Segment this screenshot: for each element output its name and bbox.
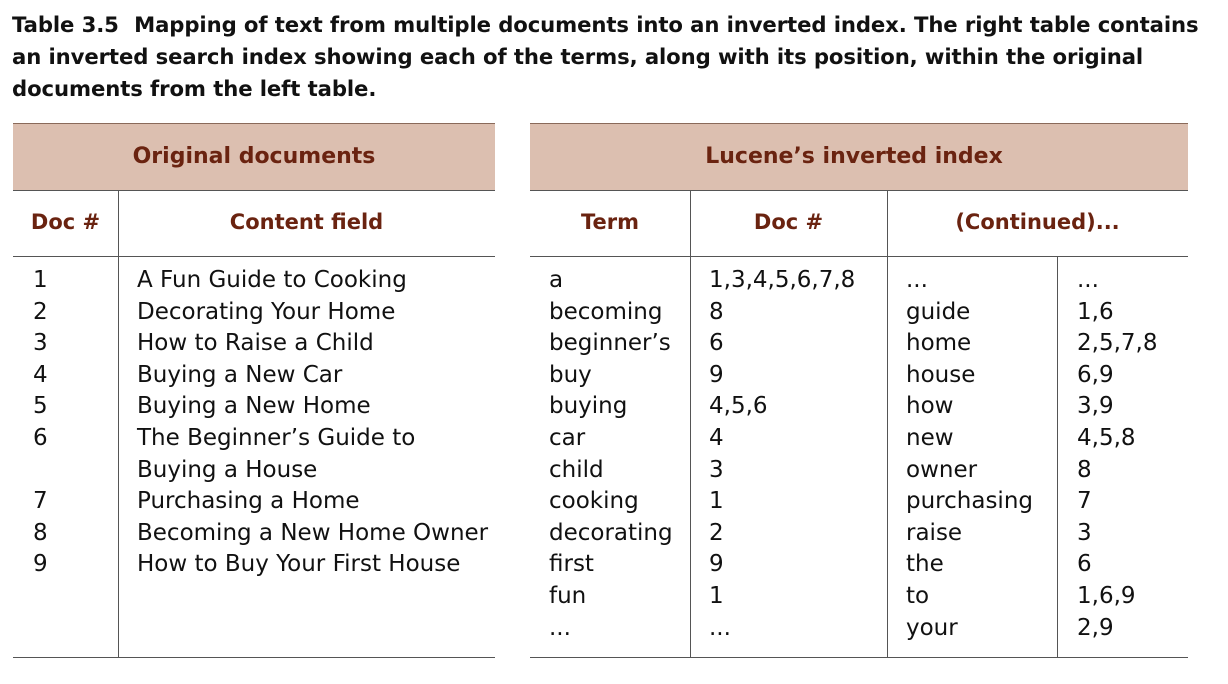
- term-cell: how: [906, 393, 954, 420]
- doc-number-cell: 6,9: [1077, 361, 1114, 388]
- doc-number-cell: 3: [1077, 519, 1092, 546]
- content-cell: A Fun Guide to Cooking: [137, 267, 407, 293]
- term-cell: first: [549, 551, 594, 578]
- original-documents-title-band: [13, 124, 495, 191]
- original-documents-table: [13, 123, 495, 658]
- header-divider: [13, 256, 495, 257]
- term-cell: to: [906, 582, 930, 609]
- doc-number-cell: 8: [33, 519, 48, 546]
- doc-number-cell: 9: [709, 361, 724, 388]
- doc-number-cell: 9: [33, 551, 48, 578]
- doc-number-cell: [33, 455, 48, 487]
- doc-number-cell: 8: [1077, 456, 1092, 483]
- term-cell: ...: [906, 267, 928, 293]
- doc-number-header: Doc #: [30, 210, 101, 234]
- column-divider: [118, 191, 119, 657]
- term-cell: beginner’s: [549, 330, 671, 357]
- column-divider: [887, 191, 888, 657]
- content-cell: Buying a House: [137, 456, 318, 483]
- doc-number-cell: 5: [33, 393, 48, 420]
- content-cell: Decorating Your Home: [137, 298, 396, 325]
- doc-number-cell: 2: [33, 298, 48, 325]
- term-cell: owner: [906, 456, 978, 483]
- term-cell: becoming: [549, 298, 663, 325]
- doc-number-cell: 3: [709, 456, 724, 483]
- column-divider: [690, 191, 691, 657]
- content-field-header: Content field: [229, 210, 384, 234]
- inverted-index-title-band: [530, 124, 1188, 191]
- doc-number-cell: 2,5,7,8: [1077, 330, 1158, 357]
- doc-number-cell: 4: [33, 361, 48, 388]
- term-cell: child: [549, 456, 604, 483]
- caption-text: Mapping of text from multiple documents into an inverted index. The right table contains an inverted search index showing each of the terms, along with its position, within the original documents from the left table.: [12, 12, 1199, 101]
- content-cell: The Beginner’s Guide to: [137, 424, 416, 451]
- doc-number-cell: 3,9: [1077, 393, 1114, 420]
- content-cell: How to Buy Your First House: [137, 551, 461, 578]
- doc-number-cell: 6: [1077, 551, 1092, 578]
- doc-number-cell: 4: [709, 424, 724, 451]
- term-cell: car: [549, 424, 586, 451]
- term-cell: guide: [906, 298, 971, 325]
- term-cell: ...: [549, 614, 571, 641]
- term-cell: new: [906, 424, 954, 451]
- doc-number-cell: ...: [1077, 267, 1099, 293]
- term-header: Term: [580, 210, 640, 234]
- doc-number-cell: 7: [33, 488, 48, 515]
- doc-number-cell: 6: [709, 330, 724, 357]
- doc-number-cell: 1,6,9: [1077, 582, 1136, 609]
- header-divider: [530, 256, 1188, 257]
- doc-number-cell: 1: [709, 488, 724, 515]
- term-cell: raise: [906, 519, 963, 546]
- doc-number-cell: 4,5,8: [1077, 424, 1136, 451]
- doc-number-cell: ...: [709, 614, 731, 641]
- doc-number-column: [33, 265, 48, 581]
- term-cell: cooking: [549, 488, 639, 515]
- content-cell: Buying a New Car: [137, 361, 343, 388]
- term-cell: home: [906, 330, 972, 357]
- content-field-column: [137, 265, 488, 581]
- doc-number-cell: 1,6: [1077, 298, 1114, 325]
- doc-number-column: [709, 265, 855, 644]
- term-cell: buy: [549, 361, 592, 388]
- doc-number-cell: 6: [33, 424, 48, 451]
- doc-number-cell: 3: [33, 330, 48, 357]
- inverted-index-title: Lucene’s inverted index: [705, 144, 1003, 169]
- doc-number-cell: 9: [709, 551, 724, 578]
- content-cell: Becoming a New Home Owner: [137, 519, 489, 546]
- term-cell: the: [906, 551, 944, 578]
- doc-number-cell: 7: [1077, 488, 1092, 515]
- inverted-index-table: [530, 123, 1188, 658]
- doc-number-cell: 4,5,6: [709, 393, 768, 420]
- column-divider: [1057, 257, 1058, 657]
- doc-number-cell: 2: [709, 519, 724, 546]
- term-column: [549, 265, 673, 644]
- term-cell: your: [906, 614, 958, 641]
- doc-number-cell: 1,3,4,5,6,7,8: [709, 267, 856, 293]
- doc-number-header: Doc #: [753, 210, 824, 234]
- term-cell: house: [906, 361, 976, 388]
- table-caption: [12, 9, 1202, 105]
- term-cell: buying: [549, 393, 628, 420]
- term-cell: a: [549, 267, 564, 293]
- term-cell: fun: [549, 582, 587, 609]
- doc-number-cell: 8: [709, 298, 724, 325]
- doc-number-cell: 1: [709, 582, 724, 609]
- continued-term-column: [906, 265, 1033, 644]
- doc-number-cell: 1: [33, 267, 48, 293]
- term-cell: decorating: [549, 519, 673, 546]
- content-cell: How to Raise a Child: [137, 330, 374, 357]
- content-cell: Purchasing a Home: [137, 488, 360, 515]
- doc-number-cell: 2,9: [1077, 614, 1114, 641]
- term-cell: purchasing: [906, 488, 1033, 515]
- continued-header: (Continued)...: [955, 210, 1120, 234]
- continued-doc-number-column: [1077, 265, 1157, 644]
- table-number: Table 3.5: [12, 12, 119, 37]
- content-cell: Buying a New Home: [137, 393, 371, 420]
- original-documents-title: Original documents: [132, 144, 376, 169]
